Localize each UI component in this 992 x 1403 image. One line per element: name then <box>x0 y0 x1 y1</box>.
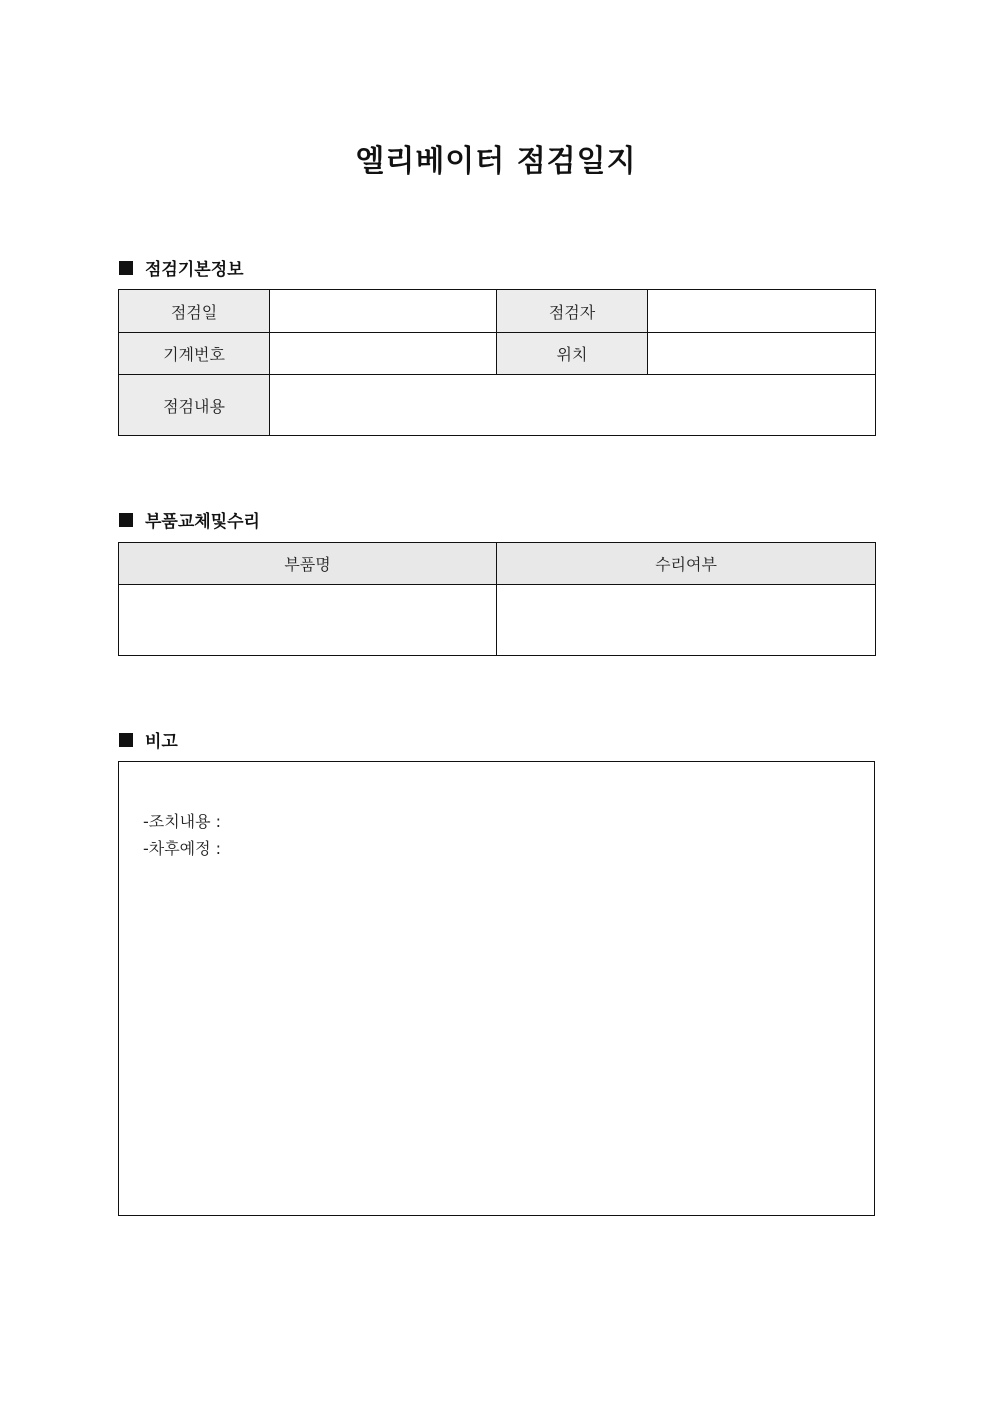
part-name-field[interactable] <box>119 585 497 656</box>
machine-number-field[interactable] <box>270 333 497 375</box>
page-title: 엘리베이터 점검일지 <box>355 144 637 179</box>
section-heading-parts <box>119 507 260 532</box>
table-header-row <box>119 543 876 585</box>
repair-status-field[interactable] <box>497 585 876 656</box>
black-square-bullet-icon <box>119 733 133 747</box>
table-row <box>119 585 876 656</box>
column-header-repair-status: 수리여부 <box>497 543 876 585</box>
label-machine-number: 기계번호 <box>119 333 270 375</box>
inspector-field[interactable] <box>648 290 876 333</box>
inspection-date-field[interactable] <box>270 290 497 333</box>
remarks-future-plan-line: -차후예정 : <box>143 839 222 858</box>
parts-table <box>118 542 876 656</box>
label-inspector: 점검자 <box>497 290 648 333</box>
table-row <box>119 290 876 333</box>
black-square-bullet-icon <box>119 513 133 527</box>
section-title: 비고 <box>145 732 178 752</box>
remarks-action-taken-line: -조치내용 : <box>143 812 222 831</box>
column-header-part-name: 부품명 <box>119 543 497 585</box>
section-title: 점검기본정보 <box>145 260 244 280</box>
basic-info-table <box>118 289 876 436</box>
table-row <box>119 333 876 375</box>
section-heading-basic-info <box>119 255 244 280</box>
table-row <box>119 375 876 436</box>
location-field[interactable] <box>648 333 876 375</box>
black-square-bullet-icon <box>119 261 133 275</box>
section-title: 부품교체및수리 <box>145 512 260 532</box>
label-location: 위치 <box>497 333 648 375</box>
remarks-box[interactable] <box>118 761 875 1216</box>
inspection-content-field[interactable] <box>270 375 876 436</box>
section-heading-remarks <box>119 727 178 752</box>
label-inspection-content: 점검내용 <box>119 375 270 436</box>
label-inspection-date: 점검일 <box>119 290 270 333</box>
